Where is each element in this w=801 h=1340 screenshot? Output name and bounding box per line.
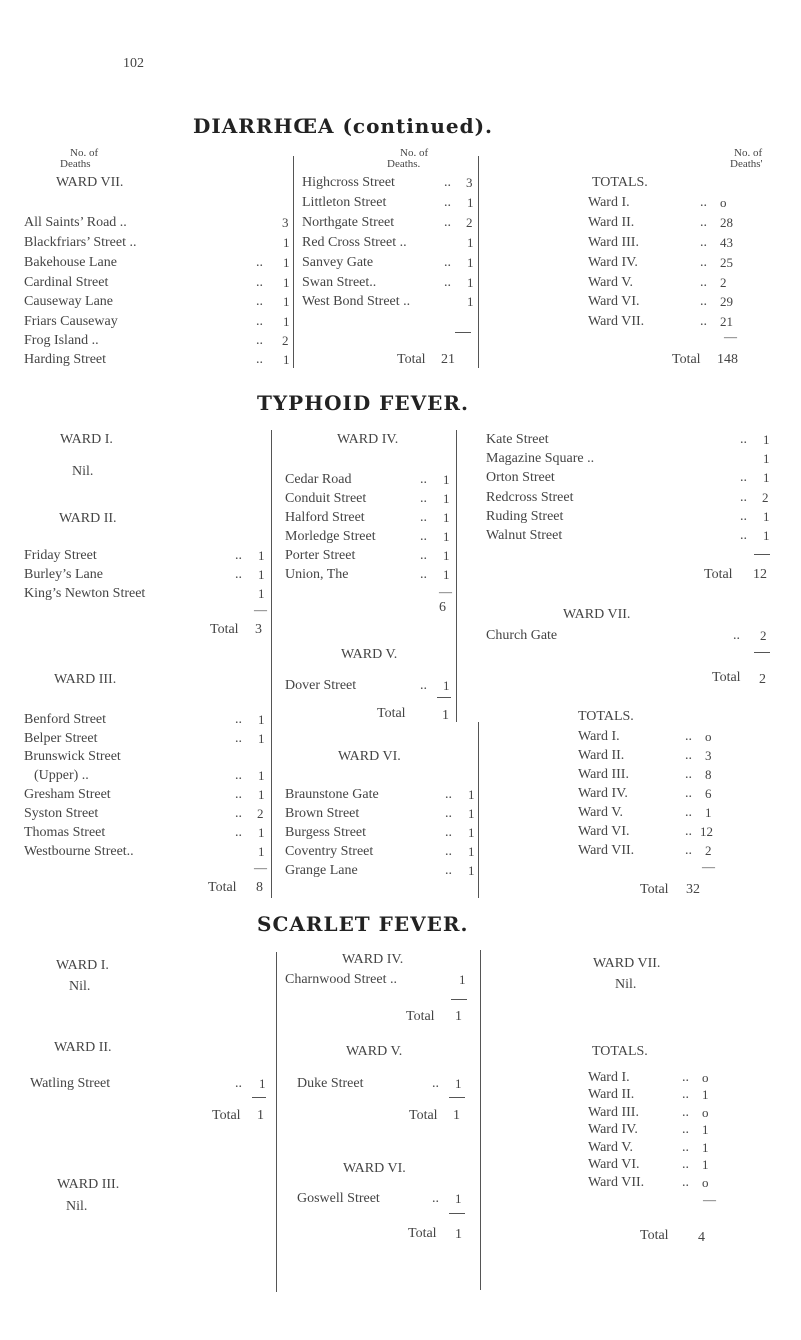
case-count: 2 [705,843,712,858]
case-count: 12 [700,824,713,839]
totals-heading: TOTALS. [578,709,634,724]
leader-dots: .. [445,825,452,840]
death-count: 1 [467,255,474,270]
case-count: 1 [468,806,475,821]
street-name: Cardinal Street [24,275,109,290]
street-name: Westbourne Street.. [24,844,134,859]
ward-label: Ward I. [588,1070,630,1085]
street-name: Charnwood Street .. [285,972,397,987]
ward-label: Ward II. [588,215,635,230]
case-count: 1 [455,1191,462,1206]
total-value: 1 [455,1009,462,1024]
leader-dots: .. [256,314,263,329]
total-label: Total [397,352,426,367]
street-name: Duke Street [297,1076,364,1091]
case-count: 1 [258,586,265,601]
ward-label: Ward I. [588,195,630,210]
ward-label: Ward III. [578,767,629,782]
total-label: Total [210,622,239,637]
death-count: o [720,195,727,210]
street-name: Brown Street [285,806,360,821]
leader-dots: .. [700,314,707,329]
leader-dots: .. [700,195,707,210]
street-name: Kate Street [486,432,549,447]
case-count: 1 [443,678,450,693]
street-name: Braunstone Gate [285,787,379,802]
ward-label: Ward II. [588,1087,635,1102]
case-count: 8 [705,767,712,782]
case-count: 1 [763,509,770,524]
case-count: 6 [705,786,712,801]
leader-dots: .. [235,806,242,821]
leader-dots: .. [740,528,747,543]
total-value: 2 [759,672,766,687]
ward-heading: WARD III. [54,672,117,687]
street-name: Church Gate [486,628,558,643]
case-count: o [705,729,712,744]
column-rule [456,430,457,722]
death-count: 2 [282,333,289,348]
leader-dots: .. [685,729,692,744]
case-count: 1 [258,825,265,840]
leader-dots: .. [256,333,263,348]
death-count: 2 [466,215,473,230]
leader-dots: .. [700,255,707,270]
case-count: 1 [443,510,450,525]
death-count: 1 [283,255,290,270]
sum-rule [455,332,471,333]
leader-dots: .. [445,787,452,802]
ward-label: Ward VI. [578,824,630,839]
ward-heading: WARD IV. [337,432,399,447]
street-name: Bakehouse Lane [24,255,117,270]
street-name: Friday Street [24,548,97,563]
leader-dots: .. [432,1076,439,1091]
street-name: Coventry Street [285,844,374,859]
leader-dots: .. [235,1076,242,1091]
leader-dots: .. [685,843,692,858]
case-count: 1 [443,567,450,582]
sum-rule [437,697,451,698]
column-rule [276,952,277,1292]
street-name: Burgess Street [285,825,367,840]
leader-dots: .. [444,215,451,230]
street-name: Littleton Street [302,195,387,210]
street-name: Goswell Street [297,1191,380,1206]
leader-dots: .. [256,352,263,367]
street-name: Burley’s Lane [24,567,103,582]
street-name: Ruding Street [486,509,564,524]
death-count: 1 [283,275,290,290]
diarrhoea-title: DIARRHŒA (continued). [193,114,494,138]
street-name: Gresham Street [24,787,111,802]
leader-dots: .. [235,567,242,582]
leader-dots: .. [740,490,747,505]
sum-dash: — [254,860,267,875]
death-count: 1 [283,294,290,309]
leader-dots: .. [682,1140,689,1155]
sum-dash: — [703,1192,716,1207]
street-name: Porter Street [285,548,356,563]
column-rule [271,430,272,898]
ward-label: Ward VI. [588,294,640,309]
total-value: 1 [257,1108,264,1123]
case-count: 1 [702,1157,709,1172]
case-count: 1 [702,1087,709,1102]
street-name: Swan Street.. [302,275,377,290]
case-count: o [702,1105,709,1120]
street-name: Sanvey Gate [302,255,374,270]
ward-label: Ward VI. [588,1157,640,1172]
case-count: 1 [443,491,450,506]
street-name: Belper Street [24,731,98,746]
page-number: 102 [123,56,144,71]
street-name: Brunswick Street [24,749,121,764]
ward-heading: WARD II. [54,1040,112,1055]
death-count: 3 [466,175,473,190]
total-value: 1 [442,708,449,723]
leader-dots: .. [420,529,427,544]
death-count: 43 [720,235,733,250]
leader-dots: .. [682,1105,689,1120]
ward-label: Ward VII. [588,314,645,329]
case-count: 1 [468,863,475,878]
col-header-no-of: No. of [70,147,99,159]
street-name: Friars Causeway [24,314,118,329]
leader-dots: .. [740,432,747,447]
death-count: 21 [720,314,733,329]
total-label: Total [212,1108,241,1123]
ward-heading: WARD V. [346,1044,403,1059]
case-count: 2 [762,490,769,505]
leader-dots: .. [432,1191,439,1206]
leader-dots: .. [235,548,242,563]
case-count: 1 [259,1076,266,1091]
leader-dots: .. [445,844,452,859]
case-count: 2 [760,628,767,643]
ward-label: Ward IV. [588,255,638,270]
total-label: Total [408,1226,437,1241]
sum-dash: — [702,859,715,874]
case-count: 1 [702,1122,709,1137]
totals-heading: TOTALS. [592,1044,648,1059]
street-name: Conduit Street [285,491,367,506]
scarlet-title: SCARLET FEVER. [257,912,469,936]
ward-heading: WARD VII. [593,956,661,971]
leader-dots: .. [682,1175,689,1190]
case-count: 1 [258,731,265,746]
case-count: 1 [763,528,770,543]
ward-heading: WARD IV. [342,952,404,967]
leader-dots: .. [685,767,692,782]
street-name: Blackfriars’ Street .. [24,235,137,250]
leader-dots: .. [445,863,452,878]
street-name: Causeway Lane [24,294,114,309]
leader-dots: .. [235,768,242,783]
street-name: Halford Street [285,510,365,525]
street-name: Walnut Street [486,528,563,543]
ward-label: Ward IV. [578,786,628,801]
street-name: Benford Street [24,712,107,727]
total-value: 1 [455,1227,462,1242]
death-count: 1 [283,352,290,367]
street-name: Watling Street [30,1076,111,1091]
death-count: 2 [720,275,727,290]
death-count: 1 [467,195,474,210]
sum-rule [449,1213,465,1214]
leader-dots: .. [682,1070,689,1085]
case-count: 1 [258,567,265,582]
total-label: Total [406,1009,435,1024]
ward-label: Ward I. [578,729,620,744]
leader-dots: .. [235,787,242,802]
case-count: 1 [702,1140,709,1155]
total-label: Total [377,706,406,721]
death-count: 29 [720,294,733,309]
case-count: 1 [443,472,450,487]
ward-label: Ward V. [578,805,624,820]
case-count: 1 [468,844,475,859]
total-value: 6 [439,600,446,615]
total-value: 8 [256,880,263,895]
ward-label: Ward VII. [588,1175,645,1190]
leader-dots: .. [685,786,692,801]
total-label: Total [672,352,701,367]
leader-dots: .. [420,510,427,525]
sum-rule [449,1097,465,1098]
street-name: Frog Island .. [24,333,99,348]
case-count: o [702,1175,709,1190]
leader-dots: .. [444,175,451,190]
leader-dots: .. [420,548,427,563]
leader-dots: .. [256,294,263,309]
case-count: 1 [705,805,712,820]
total-label: Total [712,670,741,685]
case-count: 1 [763,451,770,466]
ward-heading: WARD I. [56,958,109,973]
total-label: Total [640,1228,669,1243]
case-count: 1 [468,787,475,802]
sum-dash: — [254,602,267,617]
leader-dots: .. [256,255,263,270]
leader-dots: .. [420,472,427,487]
total-value: 3 [255,622,262,637]
street-name: Cedar Road [285,472,352,487]
street-name: Highcross Street [302,175,395,190]
ward-heading: WARD V. [341,647,398,662]
case-count: 1 [455,1076,462,1091]
leader-dots: .. [700,275,707,290]
street-name: Union, The [285,567,349,582]
leader-dots: .. [700,294,707,309]
total-value: 4 [698,1230,705,1245]
death-count: 1 [283,235,290,250]
leader-dots: .. [445,806,452,821]
ward-label: Ward III. [588,235,639,250]
death-count: 1 [467,294,474,309]
leader-dots: .. [420,491,427,506]
case-count: 1 [468,825,475,840]
case-count: o [702,1070,709,1085]
street-name: Northgate Street [302,215,395,230]
ward-heading: WARD VI. [343,1161,406,1176]
column-rule [478,156,479,368]
street-name: (Upper) .. [34,768,89,783]
death-count: 1 [283,314,290,329]
case-count: 1 [443,548,450,563]
nil-text: Nil. [72,464,94,479]
ward-label: Ward V. [588,1140,634,1155]
case-count: 1 [258,712,265,727]
case-count: 1 [763,432,770,447]
street-name: Red Cross Street .. [302,235,407,250]
col-header-deaths: Deaths [60,158,91,170]
total-label: Total [704,567,733,582]
death-count: 25 [720,255,733,270]
street-name: Grange Lane [285,863,358,878]
street-name: Magazine Square .. [486,451,595,466]
nil-text: Nil. [69,979,91,994]
street-name: Orton Street [486,470,555,485]
death-count: 1 [467,275,474,290]
leader-dots: .. [420,567,427,582]
typhoid-title: TYPHOID FEVER. [257,391,469,415]
death-count: 28 [720,215,733,230]
leader-dots: .. [256,275,263,290]
totals-heading: TOTALS. [592,175,648,190]
case-count: 1 [258,768,265,783]
street-name: Thomas Street [24,825,106,840]
column-rule [478,722,479,898]
street-name: Harding Street [24,352,107,367]
col-header-deaths: Deaths' [730,158,763,170]
leader-dots: .. [235,712,242,727]
total-value: 32 [686,882,700,897]
nil-text: Nil. [615,977,637,992]
leader-dots: .. [682,1122,689,1137]
street-name: Morledge Street [285,529,376,544]
ward-heading: WARD VI. [338,749,401,764]
case-count: 1 [443,529,450,544]
street-name: Syston Street [24,806,99,821]
case-count: 1 [258,548,265,563]
ward-label: Ward III. [588,1105,639,1120]
case-count: 2 [257,806,264,821]
leader-dots: .. [740,509,747,524]
leader-dots: .. [685,824,692,839]
sum-rule [754,554,770,555]
total-label: Total [409,1108,438,1123]
column-rule [293,156,294,368]
ward-heading: WARD VII. [56,175,124,190]
leader-dots: .. [235,825,242,840]
total-label: Total [640,882,669,897]
leader-dots: .. [444,195,451,210]
ward-heading: WARD I. [60,432,113,447]
death-count: 1 [467,235,474,250]
ward-label: Ward IV. [588,1122,638,1137]
total-value: 1 [453,1108,460,1123]
case-count: 1 [258,844,265,859]
leader-dots: .. [685,748,692,763]
case-count: 1 [459,972,466,987]
leader-dots: .. [444,275,451,290]
ward-label: Ward VII. [578,843,635,858]
leader-dots: .. [740,470,747,485]
leader-dots: .. [733,628,740,643]
leader-dots: .. [700,215,707,230]
leader-dots: .. [444,255,451,270]
street-name: West Bond Street .. [302,294,411,309]
leader-dots: .. [685,805,692,820]
leader-dots: .. [420,678,427,693]
sum-rule [754,652,770,653]
sum-dash: — [724,329,737,344]
total-value: 21 [441,352,455,367]
leader-dots: .. [682,1087,689,1102]
case-count: 1 [763,470,770,485]
ward-label: Ward II. [578,748,625,763]
death-count: 3 [282,215,289,230]
case-count: 1 [258,787,265,802]
total-label: Total [208,880,237,895]
leader-dots: .. [682,1157,689,1172]
sum-rule [451,999,467,1000]
case-count: 3 [705,748,712,763]
nil-text: Nil. [66,1199,88,1214]
total-value: 12 [753,567,767,582]
total-value: 148 [717,352,738,367]
ward-heading: WARD VII. [563,607,631,622]
col-header-no-of: No. of [734,147,763,159]
col-header-deaths: Deaths. [387,158,421,170]
street-name: Redcross Street [486,490,574,505]
ward-heading: WARD II. [59,511,117,526]
street-name: Dover Street [285,678,357,693]
ward-heading: WARD III. [57,1177,120,1192]
street-name: All Saints’ Road .. [24,215,127,230]
sum-rule [252,1097,266,1098]
ward-label: Ward V. [588,275,634,290]
col-header-no-of: No. of [400,147,429,159]
sum-dash: — [439,584,452,599]
leader-dots: .. [700,235,707,250]
column-rule [480,950,481,1290]
leader-dots: .. [235,731,242,746]
street-name: King’s Newton Street [24,586,146,601]
